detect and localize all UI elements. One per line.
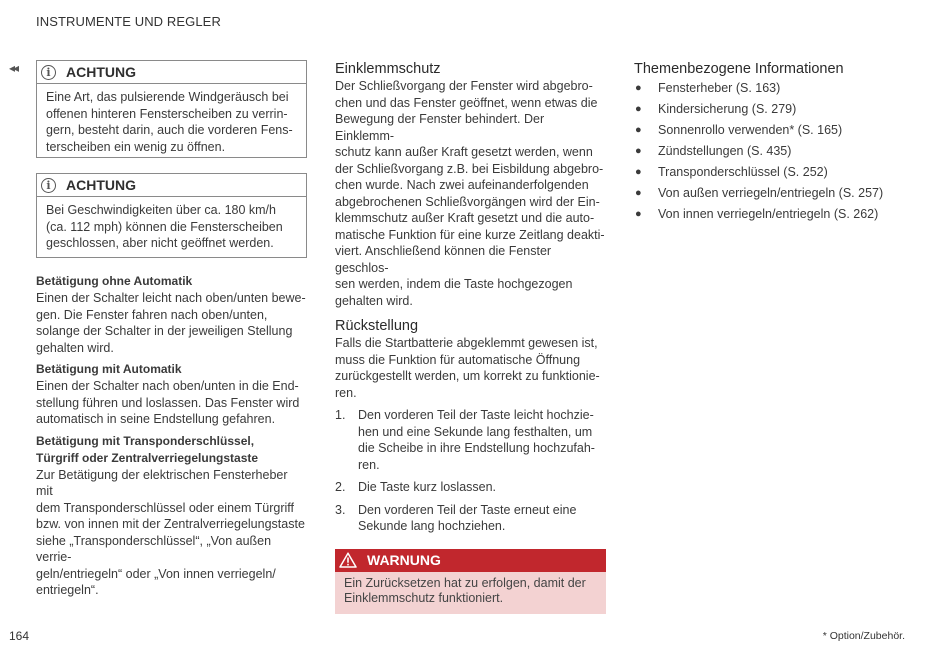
notice-box	[36, 173, 307, 258]
section-text: Einen der Schalter leicht nach oben/unten bewe- gen. Die Fenster fahren nach oben/unten, solange der Schalter in der jeweiligen Stellung gehalten wird.	[36, 291, 306, 355]
related-links-list	[634, 80, 924, 223]
notice-header	[37, 174, 306, 197]
related-link[interactable]: Von außen verriegeln/entriegeln (S. 257)	[658, 186, 884, 200]
related-link[interactable]: Kindersicherung (S. 279)	[658, 102, 797, 116]
section-heading: Einklemmschutz	[335, 61, 441, 77]
info-icon: i	[41, 178, 56, 193]
notice-body: Bei Geschwindigkeiten über ca. 180 km/h (ca. 112 mph) können die Fensterscheiben geschlossen, aber nicht geöffnet werden.	[46, 203, 283, 250]
section-heading: Betätigung mit Transponderschlüssel, Türgriff oder Zentralverriegelungstaste	[36, 433, 259, 465]
list-item[interactable]	[634, 206, 924, 223]
info-icon: i	[41, 65, 56, 80]
step-text: Den vorderen Teil der Taste erneut eine Sekunde lang hochziehen.	[358, 502, 577, 533]
list-item[interactable]	[634, 164, 924, 181]
bullet-icon: ●	[635, 166, 642, 178]
warning-title: WARNUNG	[367, 552, 441, 568]
notice-title: ACHTUNG	[66, 64, 136, 80]
list-item	[335, 502, 606, 535]
warning-box	[335, 549, 606, 614]
related-link[interactable]: Fensterheber (S. 163)	[658, 81, 781, 95]
step-text: Den vorderen Teil der Taste leicht hochzie- hen und eine Sekunde lang festhalten, um die Scheibe in ihre Endstellung hochzufah- ren.	[358, 408, 595, 472]
bullet-icon: ●	[635, 103, 642, 115]
page-number: 164	[9, 629, 30, 643]
related-link[interactable]: Sonnenrollo verwenden* (S. 165)	[658, 123, 843, 137]
steps-list	[335, 407, 606, 535]
bullet-icon: ●	[635, 145, 642, 157]
section-text: Der Schließvorgang der Fenster wird abgebro- chen und das Fenster geöffnet, wenn etwas die Bewegung der Fenster behindert. Der Einklemm- schutz kann außer Kraft gesetzt werden, wenn der Schließvorgang z.B. bei Eisbildung abgebro- chen wurde. Nach zwei aufeinanderfolgenden abgebrochenen Schließvorgängen wird der Ein- klemmschutz außer Kraft gesetzt und die auto- matische Funktion für eine kurze Zeitlang deakti- viert. Anschließend können die Fenster geschlos- sen werden, indem die Taste hochgezogen gehalten wird.	[335, 79, 605, 308]
section-text: Falls die Startbatterie abgeklemmt gewesen ist, muss die Funktion für automatische Öffnung zurückgestellt werden, um korrekt zu funktionie- ren.	[335, 336, 600, 400]
bullet-icon: ●	[635, 187, 642, 199]
list-item[interactable]	[634, 101, 924, 118]
list-item[interactable]	[634, 143, 924, 160]
column-left	[36, 60, 307, 599]
warning-triangle-icon	[339, 552, 357, 568]
previous-page-icon[interactable]: ◂◂	[9, 61, 18, 75]
step-number: 1.	[335, 408, 346, 422]
notice-title: ACHTUNG	[66, 177, 136, 193]
notice-box	[36, 60, 307, 158]
column-right	[634, 60, 924, 227]
list-item	[335, 479, 606, 496]
warning-body: Ein Zurücksetzen hat zu erfolgen, damit der Einklemmschutz funktioniert.	[344, 575, 586, 605]
list-item[interactable]	[634, 80, 924, 97]
bullet-icon: ●	[635, 124, 642, 136]
bullet-icon: ●	[635, 82, 642, 94]
section-heading: Rückstellung	[335, 318, 419, 334]
warning-header	[335, 549, 606, 572]
page-header-title: INSTRUMENTE UND REGLER	[36, 14, 221, 29]
step-text: Die Taste kurz loslassen.	[358, 480, 497, 494]
list-item	[335, 407, 606, 473]
related-link[interactable]: Zündstellungen (S. 435)	[658, 144, 792, 158]
column-middle	[335, 60, 606, 614]
step-number: 2.	[335, 480, 346, 494]
section-heading: Betätigung ohne Automatik	[36, 274, 193, 288]
related-info-heading: Themenbezogene Informationen	[634, 61, 844, 77]
notice-body: Eine Art, das pulsierende Windgeräusch bei offenen hinteren Fensterscheiben zu verrin- gern, besteht darin, auch die vorderen Fens- terscheiben ein wenig zu öffnen.	[46, 90, 293, 154]
list-item[interactable]	[634, 122, 924, 139]
section-heading: Betätigung mit Automatik	[36, 362, 182, 376]
related-link[interactable]: Von innen verriegeln/entriegeln (S. 262)	[658, 207, 879, 221]
section-text: Zur Betätigung der elektrischen Fensterheber mit dem Transponderschlüssel oder einem Türgriff bzw. von innen mit der Zentralverriegelungstaste siehe „Transponderschlüssel“, „Von außen verrie- geln/entriegeln“ oder „Von innen verriegeln/ entriegeln“.	[36, 467, 305, 597]
bullet-icon: ●	[635, 208, 642, 220]
related-link[interactable]: Transponderschlüssel (S. 252)	[658, 165, 828, 179]
list-item[interactable]	[634, 185, 924, 202]
section-text: Einen der Schalter nach oben/unten in die End- stellung führen und loslassen. Das Fenster wird automatisch in seine Endstellung gefahren.	[36, 379, 300, 426]
step-number: 3.	[335, 502, 346, 517]
notice-header	[37, 61, 306, 84]
footnote: * Option/Zubehör.	[822, 630, 905, 642]
